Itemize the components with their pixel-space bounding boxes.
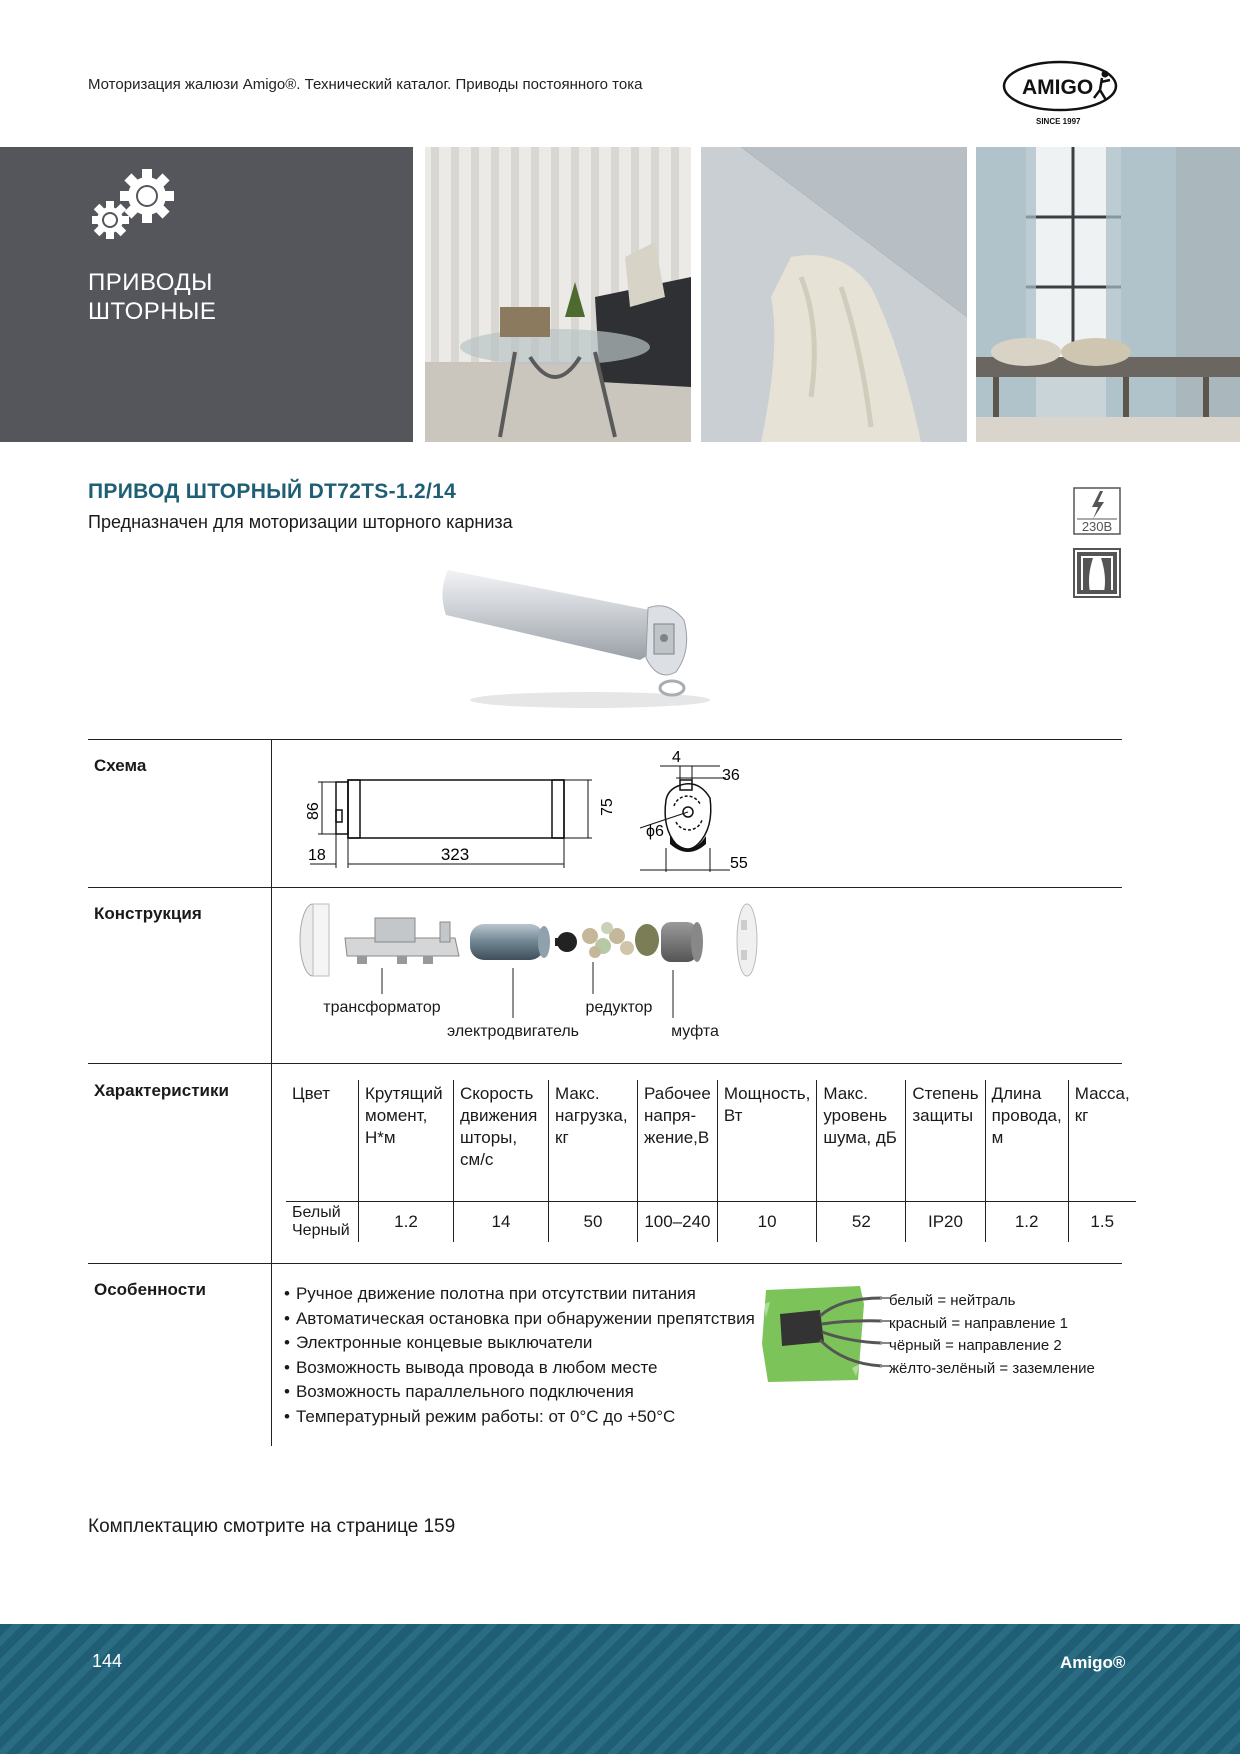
end-cap-left — [300, 904, 329, 976]
product-title: ПРИВОД ШТОРНЫЙ DT72TS-1.2/14 — [88, 480, 457, 503]
banner-title-line1: ПРИВОДЫ — [88, 269, 213, 296]
feature-item: • Возможность вывода провода в любом месте — [284, 1356, 755, 1381]
spec-header-noise: Макс. уровень шума, дБ — [817, 1080, 906, 1202]
wire-red-label: красный = направление 1 — [889, 1314, 1068, 1332]
dim-86: 86 — [305, 802, 322, 820]
spec-torque-value: 1.2 — [359, 1202, 454, 1243]
spec-header-power: Мощность, Вт — [717, 1080, 817, 1202]
feature-item: • Электронные концевые выключатели — [284, 1331, 755, 1356]
end-cap-right — [737, 904, 757, 976]
page-footer — [0, 1624, 1240, 1754]
specs-value-row — [286, 1202, 1136, 1243]
construction-label: Конструкция — [94, 904, 202, 923]
feature-item: • Температурный режим работы: от 0°C до +50°C — [284, 1405, 755, 1430]
exploded-view-diagram — [295, 898, 775, 1048]
spec-noise-value: 52 — [817, 1202, 906, 1243]
dim-75: 75 — [599, 798, 616, 816]
logo-text: AMIGO — [1022, 76, 1094, 99]
spec-header-protection: Степень защиты — [906, 1080, 985, 1202]
part-motor-label: электродвигатель — [447, 1023, 579, 1040]
specs-table — [286, 1080, 1136, 1242]
footer-brand: Amigo® — [1060, 1653, 1126, 1672]
transformer-part — [345, 918, 459, 964]
feature-item: • Возможность параллельного подключения — [284, 1380, 755, 1405]
motor-product-image — [440, 560, 720, 710]
specs-label: Характеристики — [94, 1081, 229, 1100]
curtain-track-photo — [701, 147, 967, 442]
window-curtains-photo — [976, 147, 1240, 442]
spec-header-wire-length: Длина провода, м — [985, 1080, 1068, 1202]
table-column-divider — [271, 739, 272, 1446]
features-list — [284, 1282, 755, 1429]
catalog-header: Моторизация жалюзи Amigo®. Технический каталог. Приводы постоянного тока — [88, 76, 643, 93]
wire-white-label: белый = нейтраль — [889, 1292, 1016, 1309]
spec-header-speed: Скорость движения шторы, см/с — [454, 1080, 549, 1202]
table-rule-schema — [88, 887, 1122, 888]
dim-36: 36 — [722, 767, 740, 784]
part-coupling-label: муфта — [671, 1023, 719, 1040]
spec-mass-value: 1.5 — [1068, 1202, 1135, 1243]
spec-speed-value: 14 — [454, 1202, 549, 1243]
banner-title-line2: ШТОРНЫЕ — [88, 298, 217, 325]
spec-header-voltage: Рабочее напря- жение,В — [638, 1080, 718, 1202]
table-rule-top — [88, 739, 1122, 740]
gearbox-part — [555, 922, 634, 958]
schema-label: Схема — [94, 756, 147, 775]
voltage-badge-label: 230В — [1081, 519, 1113, 534]
dim-323: 323 — [440, 845, 470, 864]
wire-ground-label: жёлто-зелёный = заземление — [889, 1359, 1095, 1377]
feature-item: • Автоматическая остановка при обнаружении препятствия — [284, 1307, 755, 1332]
coupling-part — [635, 922, 703, 962]
table-rule-specs — [88, 1263, 1122, 1264]
logo-since: SINCE 1997 — [1036, 117, 1081, 126]
wire-legend — [889, 1290, 1095, 1380]
living-room-photo — [425, 147, 691, 442]
dim-18: 18 — [308, 847, 326, 864]
specs-header-row — [286, 1080, 1136, 1202]
dim-4: 4 — [672, 749, 681, 766]
feature-item: • Ручное движение полотна при отсутствии питания — [284, 1282, 755, 1307]
spec-wire-length-value: 1.2 — [985, 1202, 1068, 1243]
gears-icon — [92, 168, 178, 242]
amigo-logo — [1002, 58, 1124, 128]
dim-phi6: ϕ6 — [646, 823, 664, 840]
spec-header-torque: Крутящий момент, Н*м — [359, 1080, 454, 1202]
table-rule-construction — [88, 1063, 1122, 1064]
dim-55: 55 — [730, 855, 748, 872]
spec-header-mass: Масса, кг — [1068, 1080, 1135, 1202]
page-number: 144 — [92, 1651, 123, 1671]
kit-reference-note: Комплектацию смотрите на странице 159 — [88, 1516, 456, 1537]
voltage-badge — [1073, 487, 1121, 535]
spec-header-color: Цвет — [292, 1084, 331, 1103]
part-gearbox-label: редуктор — [585, 999, 653, 1016]
features-label: Особенности — [94, 1280, 206, 1299]
spec-header-load: Макс. нагрузка, кг — [549, 1080, 638, 1202]
banner-title — [88, 268, 216, 326]
spec-load-value: 50 — [549, 1202, 638, 1243]
spec-power-value: 10 — [717, 1202, 817, 1243]
spec-color-cell: Белый Черный — [286, 1202, 359, 1243]
spec-voltage-value: 100–240 — [638, 1202, 718, 1243]
curtain-icon — [1073, 548, 1121, 598]
dimension-diagram — [300, 748, 760, 876]
part-transformer-label: трансформатор — [323, 999, 441, 1016]
wire-black-label: чёрный = направление 2 — [889, 1337, 1062, 1354]
product-subtitle: Предназначен для моторизации шторного карниза — [88, 512, 513, 532]
motor-part — [470, 924, 550, 960]
spec-protection-value: IP20 — [906, 1202, 985, 1243]
